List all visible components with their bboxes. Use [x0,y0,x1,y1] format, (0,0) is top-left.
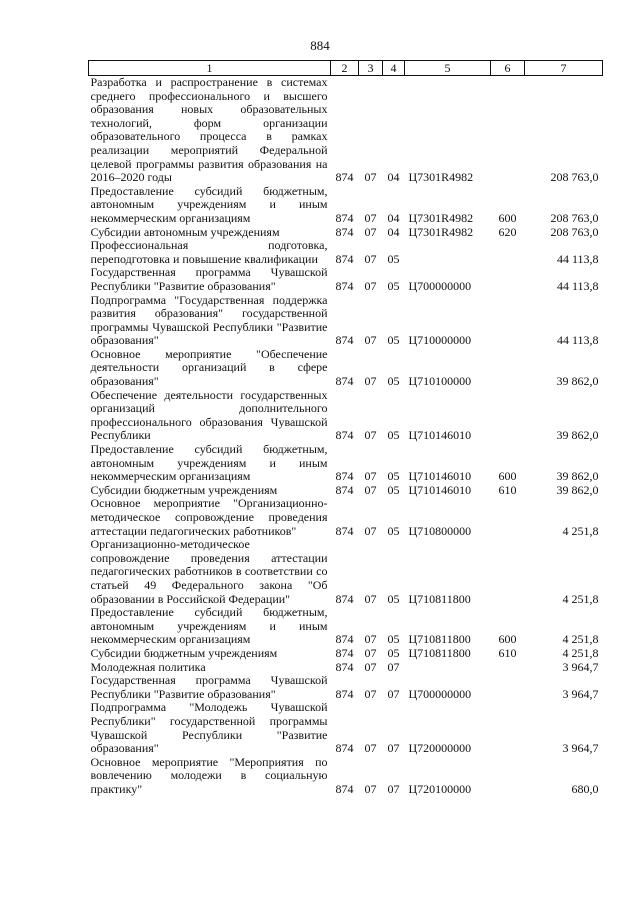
table-row [89,389,603,443]
table-row [89,443,603,484]
subsection-code-cell: 05 [387,523,400,538]
row-name-cell: Основное мероприятие "Организационно-методическое сопровождение проведения аттестации педагогических работников" [90,496,328,538]
section-code-cell: 07 [364,374,377,389]
table-row [89,661,603,675]
expense-type-cell [491,661,525,675]
subsection-code-cell: 05 [387,428,400,443]
amount-cell: 44 113,8 [556,251,599,266]
amount-cell: 3 964,7 [562,741,599,756]
expense-type-cell: 600 [498,469,517,484]
section-code-cell: 07 [364,632,377,647]
expense-type-cell: 610 [498,645,517,660]
section-code-cell: 07 [364,469,377,484]
expense-type-cell [491,294,525,348]
target-article-cell: Ц710146010 [408,482,472,497]
amount-cell: 44 113,8 [556,333,599,348]
subsection-code-cell: 05 [387,482,400,497]
column-header: 5 [405,61,491,76]
expense-type-cell: 600 [498,632,517,647]
amount-cell: 208 763,0 [550,170,599,185]
table-row [89,756,603,797]
amount-cell: 4 251,8 [562,591,599,606]
row-name-cell: Основное мероприятие "Обеспечение деятельности организаций в сфере образования" [90,346,328,389]
expense-type-cell [491,497,525,538]
target-article-cell: Ц710146010 [408,469,472,484]
row-name-cell: Молодежная политика [90,659,206,674]
expense-type-cell: 600 [498,210,517,225]
section-code-cell: 07 [364,645,377,660]
ministry-code-cell: 874 [335,374,354,389]
row-name-cell: Субсидии бюджетным учреждениям [90,482,278,497]
section-code-cell: 07 [364,170,377,185]
target-article-cell: Ц710000000 [408,333,472,348]
row-name-cell: Подпрограмма "Молодежь Чувашской Республики" государственной программы Чувашской Республики "Развитие образования" [90,700,328,756]
subsection-code-cell: 04 [387,170,400,185]
ministry-code-cell: 874 [335,591,354,606]
row-name-cell: Организационно-методическое сопровождение проведения аттестации педагогических работников в соответствии со статьей 49 Федерального закона "Об образовании в Российской Федерации" [90,537,328,606]
table-row [89,606,603,647]
amount-cell: 208 763,0 [550,224,599,239]
target-article-cell: Ц720100000 [408,781,472,796]
amount-cell: 4 251,8 [562,523,599,538]
subsection-code-cell: 05 [387,374,400,389]
page-number: 884 [310,38,330,53]
table-row [89,266,603,293]
target-article-cell: Ц700000000 [408,686,472,701]
row-name-cell: Основное мероприятие "Мероприятия по вовлечению молодежи в социальную практику" [90,754,328,796]
amount-cell: 39 862,0 [556,428,599,443]
header-row [89,61,603,76]
table-header [89,61,603,76]
amount-cell: 4 251,8 [562,645,599,660]
expense-type-cell [491,239,525,266]
target-article-cell: Ц720000000 [408,741,472,756]
ministry-code-cell: 874 [335,659,354,674]
expense-type-cell [491,389,525,443]
section-code-cell: 07 [364,428,377,443]
expense-type-cell: 610 [498,482,517,497]
ministry-code-cell: 874 [335,523,354,538]
amount-cell: 44 113,8 [556,278,599,293]
expense-type-cell [491,674,525,701]
subsection-code-cell: 07 [387,686,400,701]
section-code-cell: 07 [364,781,377,796]
subsection-code-cell: 04 [387,224,400,239]
row-name-cell: Подпрограмма "Государственная поддержка развития образования" государственной программы Чувашской Республики "Развитие образования" [90,292,328,348]
budget-table [88,60,603,796]
ministry-code-cell: 874 [335,210,354,225]
column-header: 7 [525,61,603,76]
section-code-cell: 07 [364,278,377,293]
row-name-cell: Предоставление субсидий бюджетным, автономным учреждениям и иным некоммерческим организациям [90,442,328,484]
amount-cell: 3 964,7 [562,686,599,701]
table-row [89,239,603,266]
row-name-cell: Профессиональная подготовка, переподготовка и повышение квалификации [90,238,328,266]
subsection-code-cell: 07 [387,659,400,674]
ministry-code-cell: 874 [335,251,354,266]
section-code-cell: 07 [364,224,377,239]
expense-type-cell [491,348,525,389]
section-code-cell: 07 [364,333,377,348]
subsection-code-cell: 05 [387,591,400,606]
ministry-code-cell: 874 [335,333,354,348]
amount-cell: 680,0 [571,781,599,796]
subsection-code-cell: 07 [387,781,400,796]
amount-cell: 3 964,7 [562,659,599,674]
subsection-code-cell: 05 [387,251,400,266]
ministry-code-cell: 874 [335,170,354,185]
amount-cell: 39 862,0 [556,374,599,389]
ministry-code-cell: 874 [335,781,354,796]
ministry-code-cell: 874 [335,741,354,756]
row-name-cell: Предоставление субсидий бюджетным, автономным учреждениям и иным некоммерческим организациям [90,183,328,225]
section-code-cell: 07 [364,686,377,701]
section-code-cell: 07 [364,251,377,266]
target-article-cell: Ц710811800 [408,591,471,606]
target-article-cell: Ц710100000 [408,374,472,389]
column-header: 2 [331,61,359,76]
row-name-cell: Субсидии бюджетным учреждениям [90,645,278,660]
target-article-cell: Ц710146010 [408,428,472,443]
expense-type-cell [491,756,525,797]
row-name-cell: Субсидии автономным учреждениям [90,224,280,239]
ministry-code-cell: 874 [335,482,354,497]
target-article-cell: Ц700000000 [408,278,472,293]
ministry-code-cell: 874 [335,686,354,701]
subsection-code-cell: 05 [387,632,400,647]
target-article-cell: Ц7301R4982 [408,210,474,225]
table-row [89,76,603,185]
row-name-cell: Государственная программа Чувашской Республики "Развитие образования" [90,265,328,293]
expense-type-cell [491,538,525,606]
table-row [89,497,603,538]
target-article-cell: Ц710811800 [408,632,471,647]
table-row [89,185,603,226]
amount-cell: 208 763,0 [550,210,599,225]
subsection-code-cell: 05 [387,333,400,348]
section-code-cell: 07 [364,523,377,538]
amount-cell: 4 251,8 [562,632,599,647]
section-code-cell: 07 [364,482,377,497]
table-row [89,226,603,240]
target-article-cell: Ц7301R4982 [408,224,474,239]
row-name-cell: Обеспечение деятельности государственных организаций дополнительного профессионального образования Чувашской Республики [90,387,328,443]
amount-cell: 39 862,0 [556,482,599,497]
ministry-code-cell: 874 [335,224,354,239]
ministry-code-cell: 874 [335,428,354,443]
expense-type-cell [491,266,525,293]
table-row [89,538,603,606]
ministry-code-cell: 874 [335,632,354,647]
table-row [89,701,603,755]
column-header: 1 [89,61,331,76]
table-body [89,76,603,797]
target-article-cell [405,661,491,675]
expense-type-cell [491,76,525,185]
section-code-cell: 07 [364,741,377,756]
row-name-cell: Государственная программа Чувашской Республики "Развитие образования" [90,673,328,701]
column-header: 3 [359,61,383,76]
section-code-cell: 07 [364,659,377,674]
subsection-code-cell: 07 [387,741,400,756]
ministry-code-cell: 874 [335,645,354,660]
subsection-code-cell: 05 [387,469,400,484]
table-row [89,294,603,348]
table-row [89,484,603,498]
table-row [89,674,603,701]
table-row [89,348,603,389]
target-article-cell [405,239,491,266]
column-header: 6 [491,61,525,76]
amount-cell: 39 862,0 [556,469,599,484]
subsection-code-cell: 05 [387,645,400,660]
ministry-code-cell: 874 [335,469,354,484]
row-name-cell: Разработка и распространение в системах среднего профессионального и высшего образования новых образовательных технологий, форм организации образовательного процесса в рамках реализации мероприятий Федеральной целевой программы развития образования на 2016–2020 годы [90,75,328,185]
expense-type-cell: 620 [498,224,517,239]
subsection-code-cell: 04 [387,210,400,225]
table-row [89,647,603,661]
row-name-cell: Предоставление субсидий бюджетным, автономным учреждениям и иным некоммерческим организациям [90,605,328,647]
target-article-cell: Ц710800000 [408,523,472,538]
section-code-cell: 07 [364,210,377,225]
ministry-code-cell: 874 [335,278,354,293]
column-header: 4 [383,61,405,76]
target-article-cell: Ц710811800 [408,645,471,660]
target-article-cell: Ц7301R4982 [408,170,474,185]
expense-type-cell [491,701,525,755]
subsection-code-cell: 05 [387,278,400,293]
section-code-cell: 07 [364,591,377,606]
